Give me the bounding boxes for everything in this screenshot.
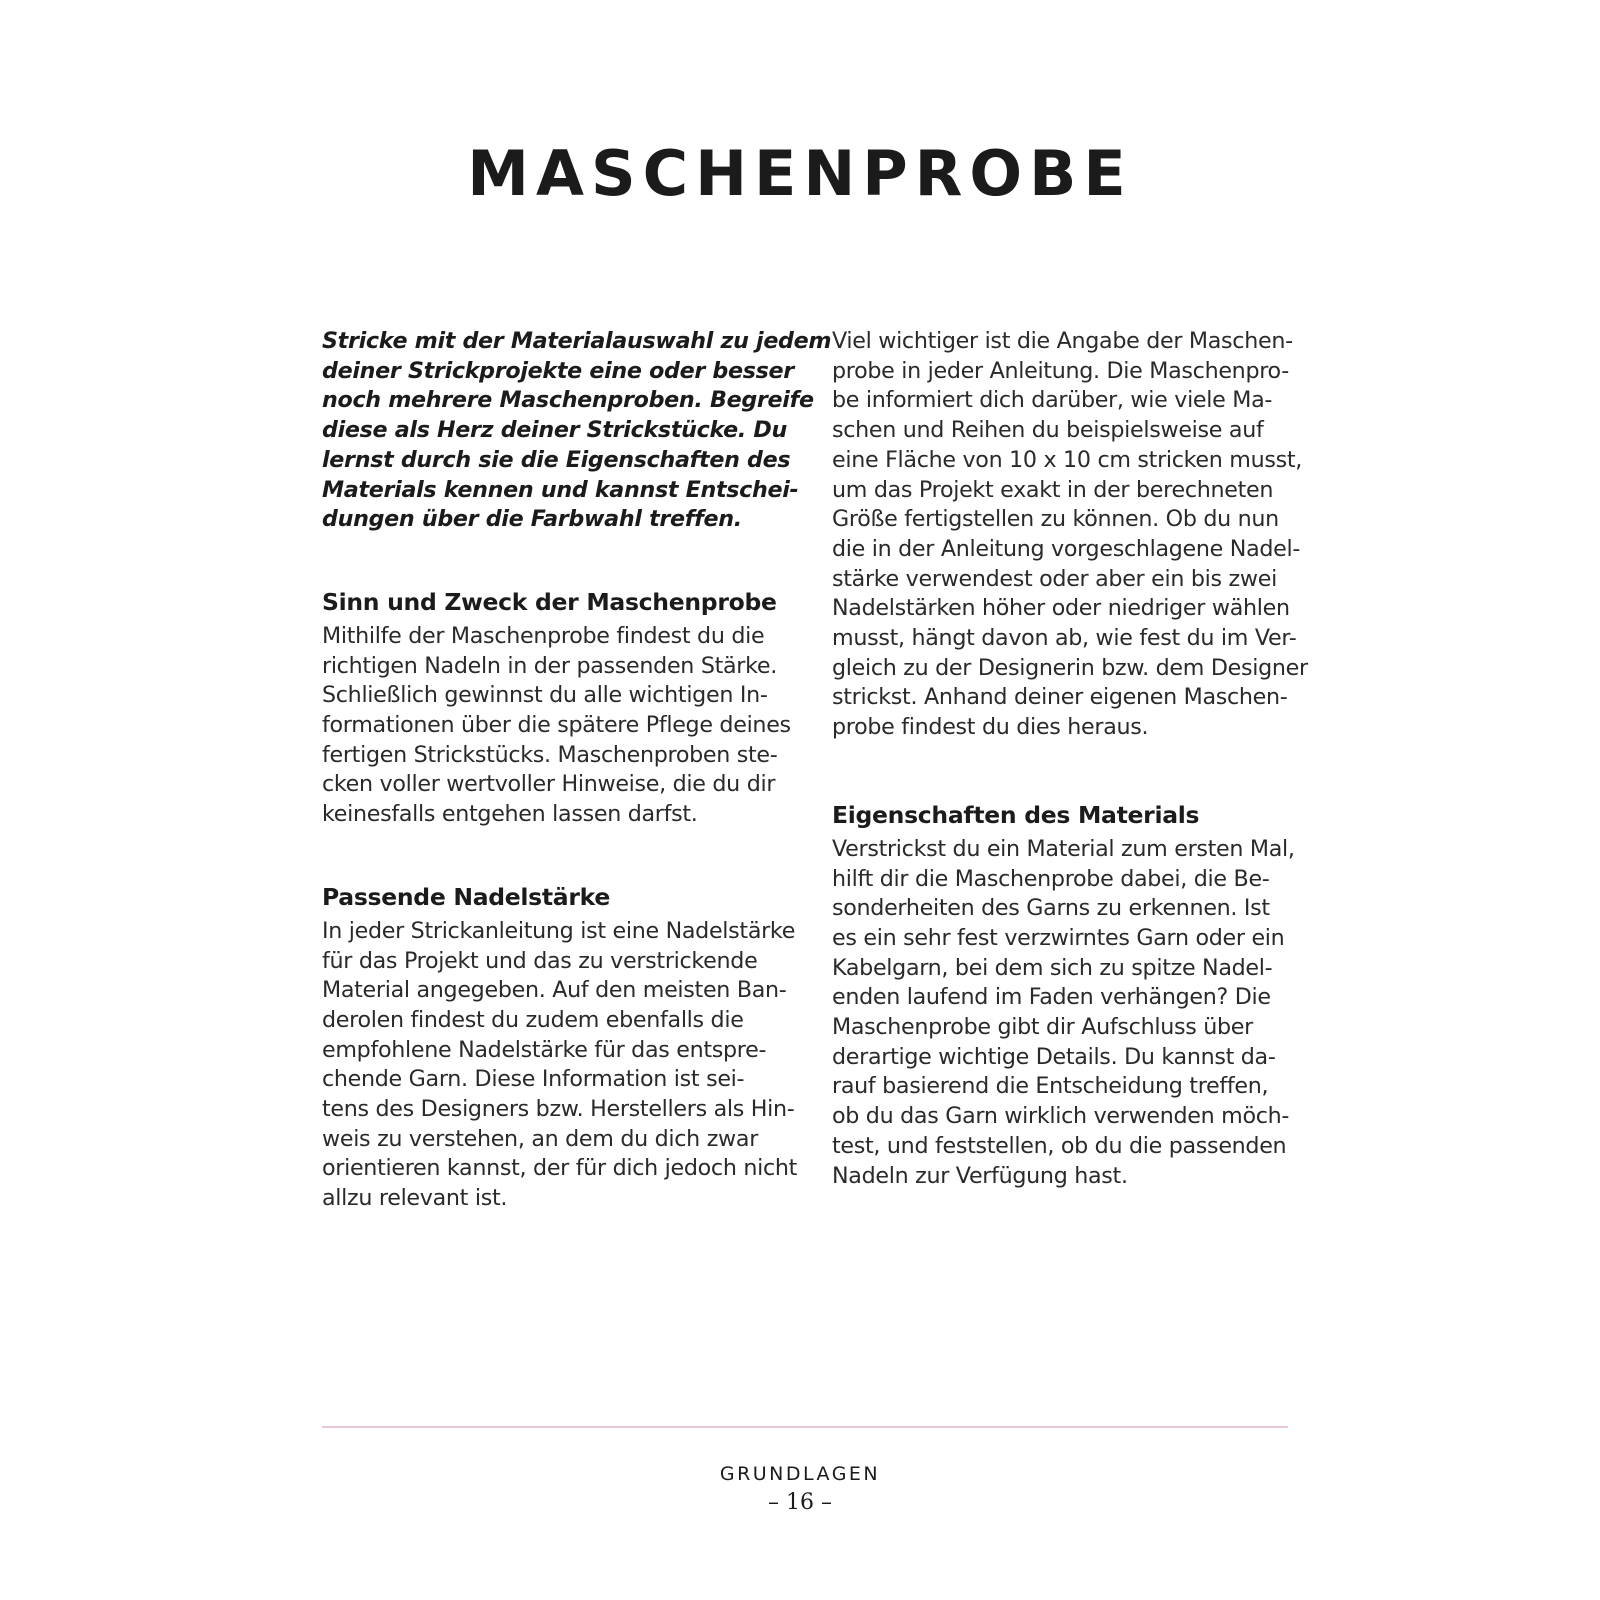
- paragraph-line: Material angegeben. Auf den meisten Ban-: [322, 977, 787, 1004]
- paragraph-line: orientieren kannst, der für dich jedoch nicht: [322, 1155, 798, 1182]
- section-paragraph-nadelstaerke: [322, 917, 798, 1214]
- intro-line: diese als Herz deiner Strickstücke. Du: [322, 417, 788, 444]
- section-heading-nadelstaerke: Passende Nadelstärke: [322, 882, 610, 911]
- paragraph-line: keinesfalls entgehen lassen darfst.: [322, 801, 698, 828]
- paragraph-line: Nadelstärken höher oder niedriger wählen: [832, 595, 1290, 622]
- paragraph-line: es ein sehr fest verzwirntes Garn oder ein: [832, 924, 1285, 951]
- paragraph-line: derolen findest du zudem ebenfalls die: [322, 1006, 744, 1033]
- paragraph-line: schen und Reihen du beispielsweise auf: [832, 417, 1264, 444]
- paragraph-line: cken voller wertvoller Hinweise, die du dir: [322, 771, 776, 798]
- paragraph-line: Verstrickst du ein Material zum ersten Mal,: [832, 835, 1295, 862]
- paragraph-line: Kabelgarn, bei dem sich zu spitze Nadel-: [832, 954, 1273, 981]
- footer-divider: [322, 1426, 1288, 1428]
- paragraph-line: rauf basierend die Entscheidung treffen,: [832, 1073, 1269, 1100]
- paragraph-line: für das Projekt und das zu verstrickende: [322, 947, 758, 974]
- paragraph-line: musst, hängt davon ab, wie fest du im Ver-: [832, 625, 1297, 652]
- paragraph-line: be informiert dich darüber, wie viele Ma-: [832, 387, 1273, 414]
- paragraph-line: In jeder Strickanleitung ist eine Nadelstärke: [322, 917, 796, 944]
- paragraph-line: die in der Anleitung vorgeschlagene Nadel-: [832, 535, 1301, 562]
- paragraph-line: weis zu verstehen, an dem du dich zwar: [322, 1125, 759, 1152]
- intro-line: noch mehrere Maschenproben. Begreife: [322, 387, 814, 414]
- intro-line: Stricke mit der Materialauswahl zu jedem: [322, 328, 832, 354]
- section-paragraph-eigenschaften: [832, 835, 1302, 1191]
- paragraph-line: Nadeln zur Verfügung hast.: [832, 1162, 1128, 1189]
- paragraph-line: um das Projekt exakt in der berechneten: [832, 476, 1274, 503]
- paragraph-line: test, und feststellen, ob du die passenden: [832, 1132, 1287, 1159]
- left-column: [322, 327, 832, 1214]
- footer-section-label: GRUNDLAGEN: [719, 1463, 881, 1485]
- intro-line: deiner Strickprojekte eine oder besser: [322, 357, 794, 384]
- section-paragraph-sinn-und-zweck: [322, 622, 792, 830]
- paragraph-line: Größe fertigstellen zu können. Ob du nun: [832, 506, 1279, 533]
- paragraph-line: ob du das Garn wirklich verwenden möch-: [832, 1103, 1290, 1130]
- page-number: – 16 –: [768, 1490, 832, 1515]
- section-heading-eigenschaften: Eigenschaften des Materials: [832, 800, 1200, 829]
- paragraph-line: fertigen Strickstücks. Maschenproben ste-: [322, 741, 778, 768]
- intro-line: dungen über die Farbwahl treffen.: [322, 506, 742, 533]
- paragraph-line: eine Fläche von 10 x 10 cm stricken musst,: [832, 446, 1303, 473]
- paragraph-line: empfohlene Nadelstärke für das entspre-: [322, 1036, 767, 1063]
- paragraph-line: sonderheiten des Garns zu erkennen. Ist: [832, 895, 1270, 922]
- paragraph-line: probe in jeder Anleitung. Die Maschenpro-: [832, 357, 1289, 384]
- page-title: MASCHENPROBE: [467, 137, 1133, 210]
- paragraph-line: gleich zu der Designerin bzw. dem Designer: [832, 654, 1308, 681]
- paragraph-line: tens des Designers bzw. Herstellers als Hin-: [322, 1096, 795, 1123]
- paragraph-line: stärke verwendest oder aber ein bis zwei: [832, 565, 1277, 592]
- intro-line: Materials kennen und kannst Entschei-: [322, 476, 799, 503]
- paragraph-line: Viel wichtiger ist die Angabe der Maschen-: [832, 328, 1293, 354]
- paragraph-line: richtigen Nadeln in der passenden Stärke.: [322, 652, 777, 679]
- right-intro-paragraph: [832, 327, 1308, 743]
- paragraph-line: Schließlich gewinnst du alle wichtigen In-: [322, 682, 768, 709]
- paragraph-line: enden laufend im Faden verhängen? Die: [832, 984, 1271, 1011]
- paragraph-line: derartige wichtige Details. Du kannst da-: [832, 1043, 1276, 1070]
- paragraph-line: hilft dir die Maschenprobe dabei, die Be-: [832, 865, 1270, 892]
- intro-line: lernst durch sie die Eigenschaften des: [322, 446, 791, 473]
- paragraph-line: Maschenprobe gibt dir Aufschluss über: [832, 1014, 1253, 1041]
- right-column: [832, 327, 1308, 1191]
- intro-paragraph: [322, 327, 832, 535]
- paragraph-line: Mithilfe der Maschenprobe findest du die: [322, 622, 765, 649]
- section-heading-sinn-und-zweck: Sinn und Zweck der Maschenprobe: [322, 587, 777, 616]
- paragraph-line: chende Garn. Diese Information ist sei-: [322, 1066, 745, 1093]
- paragraph-line: probe findest du dies heraus.: [832, 714, 1149, 741]
- paragraph-line: strickst. Anhand deiner eigenen Maschen-: [832, 684, 1288, 711]
- paragraph-line: formationen über die spätere Pflege deines: [322, 712, 791, 739]
- paragraph-line: allzu relevant ist.: [322, 1185, 508, 1212]
